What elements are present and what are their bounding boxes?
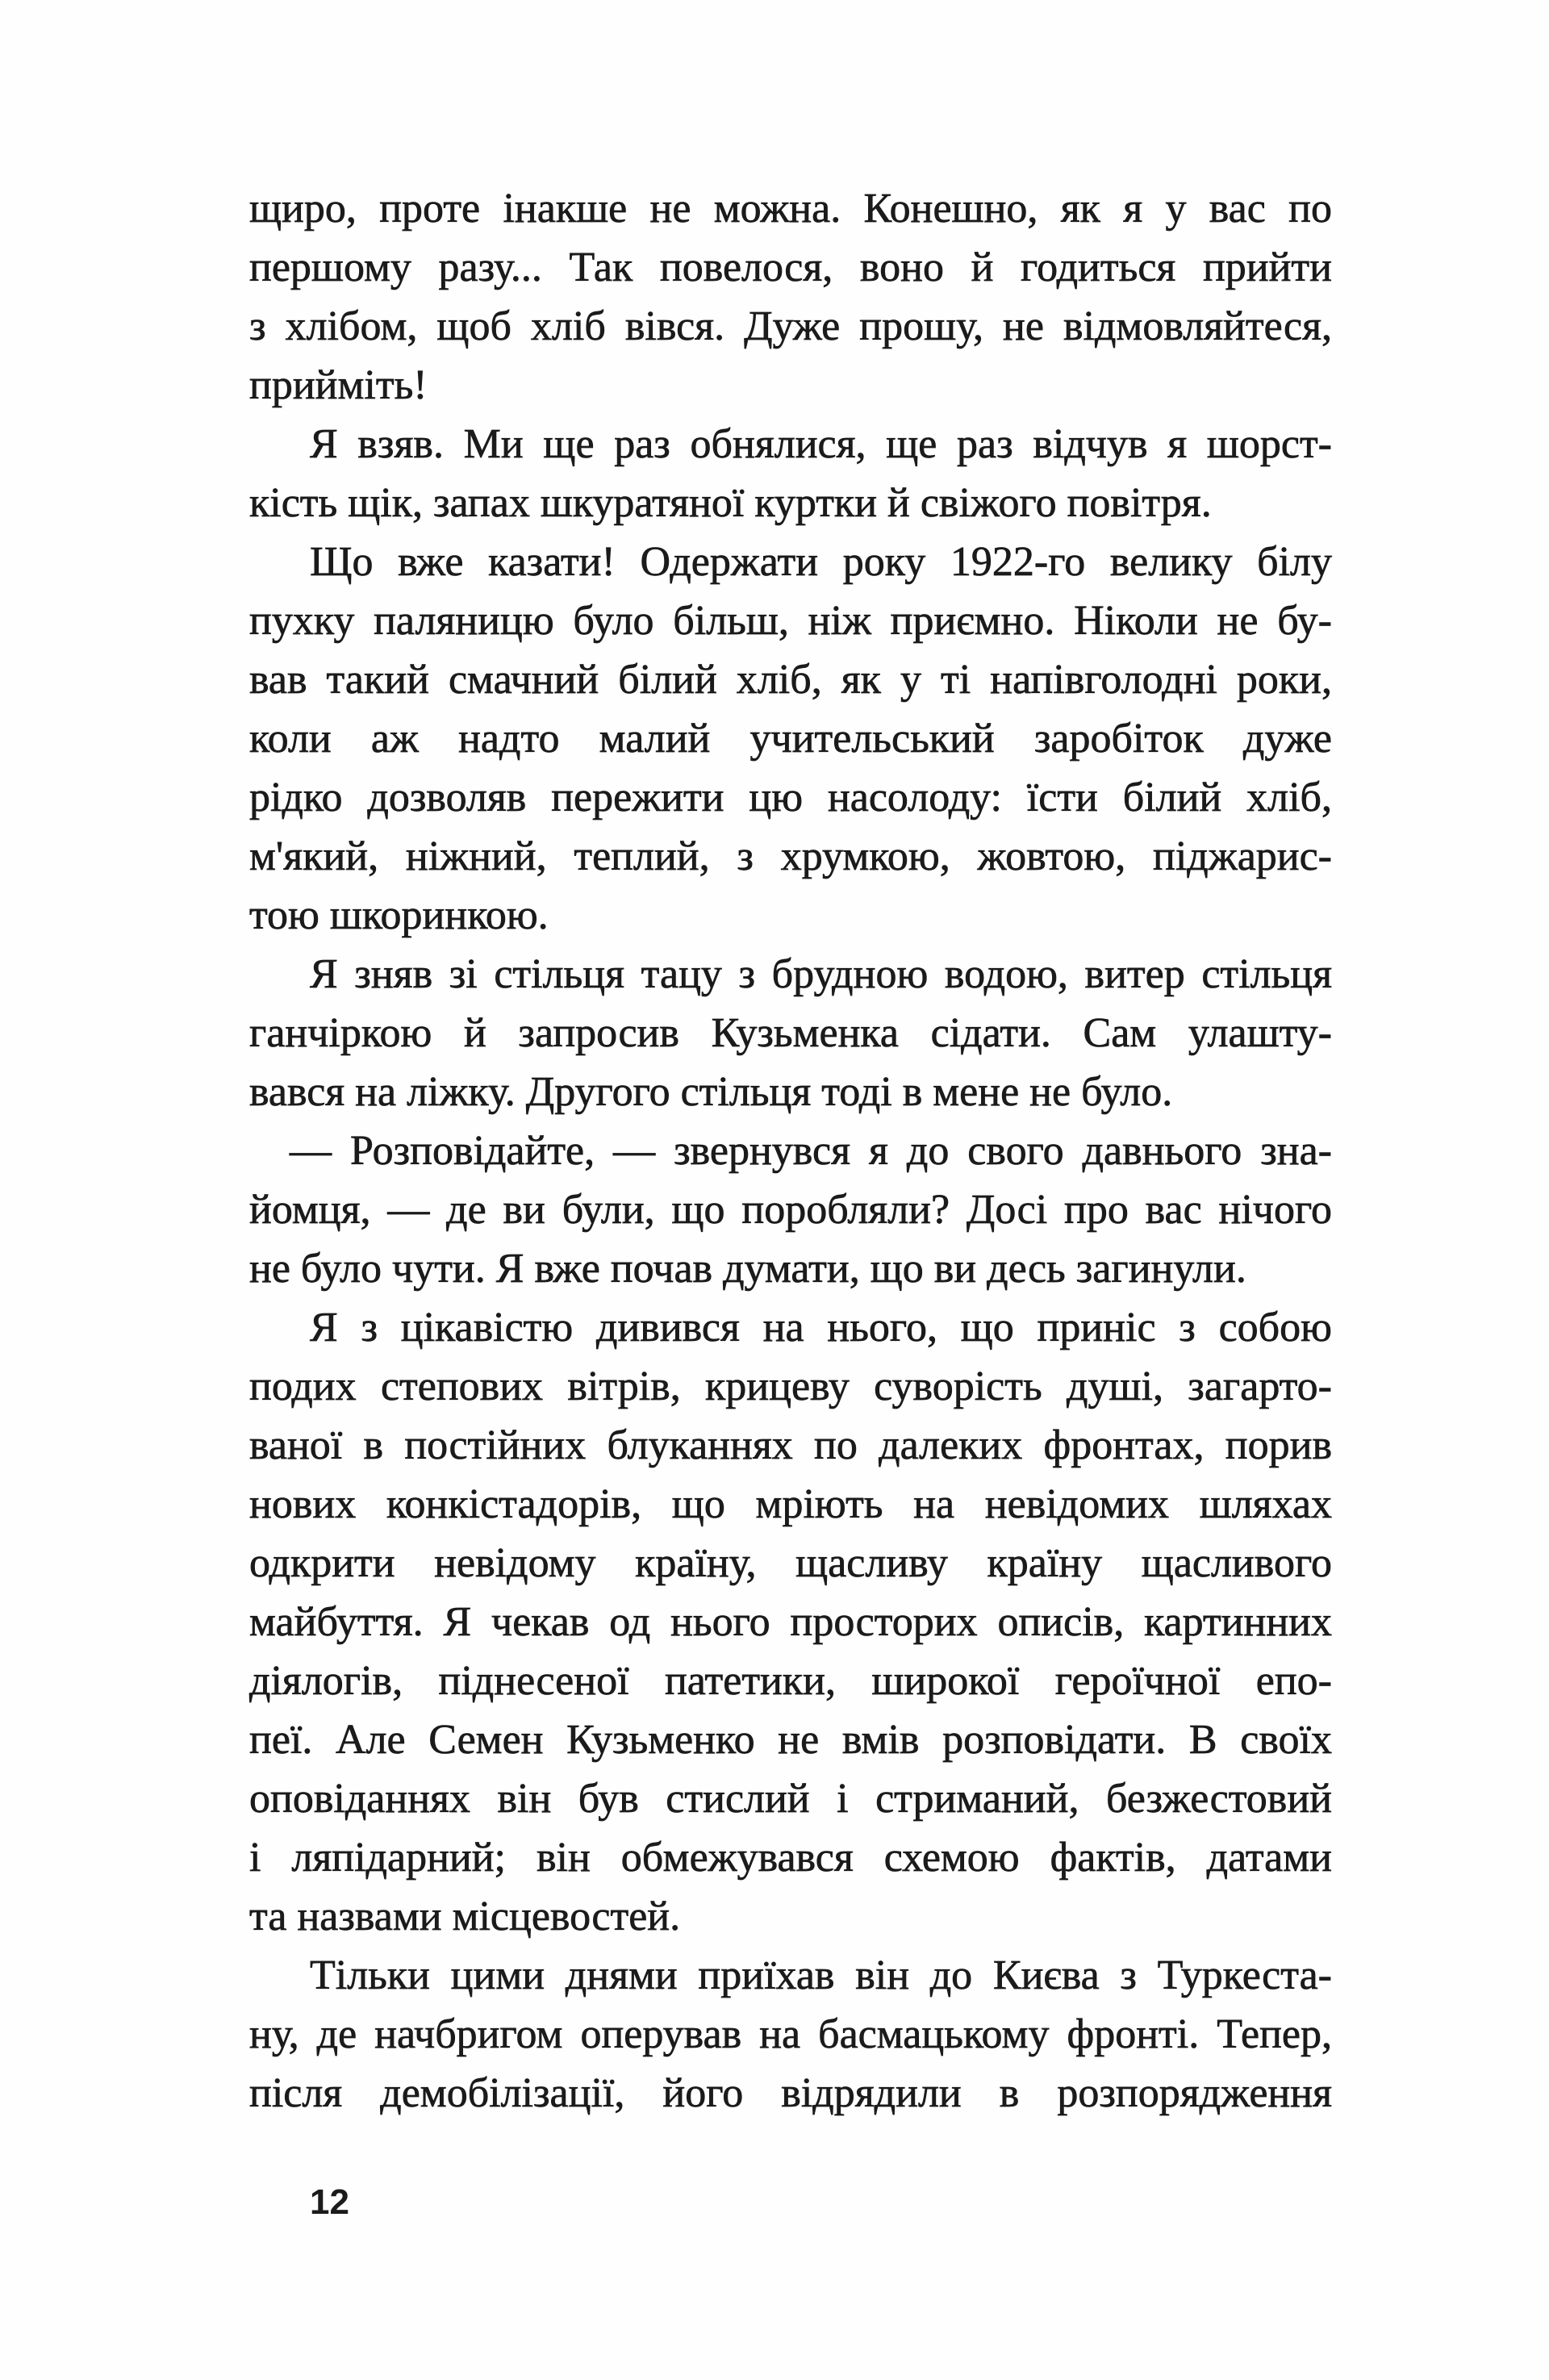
text-line: після демобілізації, його відрядили в розпорядження bbox=[249, 2070, 1332, 2116]
text-line: кість щік, запах шкуратяної куртки й свіжого повітря. bbox=[249, 480, 1212, 526]
text-line: нових конкістадорів, що мріють на невідомих шляхах bbox=[249, 1481, 1332, 1527]
text-line: пеї. Але Семен Кузьменко не вмів розповідати. В своїх bbox=[249, 1717, 1332, 1763]
text-line: м'який, ніжний, теплий, з хрумкою, жовтою, піджарис- bbox=[249, 833, 1332, 879]
text-line: Я взяв. Ми ще раз обнялися, ще раз відчув я шорст- bbox=[310, 421, 1332, 467]
text-line: рідко дозволяв пережити цю насолоду: їсти білий хліб, bbox=[249, 775, 1332, 820]
text-line: не було чути. Я вже почав думати, що ви десь загинули. bbox=[249, 1246, 1246, 1292]
text-line: пухку паляницю було більш, ніж приємно. Ніколи не бу- bbox=[249, 598, 1332, 644]
text-line: вав такий смачний білий хліб, як у ті напівголодні роки, bbox=[249, 657, 1332, 703]
text-line: коли аж надто малий учительський заробіток дуже bbox=[249, 716, 1332, 762]
text-line: ну, де начбригом оперував на басмацькому фронті. Тепер, bbox=[249, 2011, 1332, 2057]
page-number: 12 bbox=[310, 2182, 349, 2222]
text-line: майбуття. Я чекав од нього просторих описів, картинних bbox=[249, 1599, 1332, 1645]
text-line: ганчіркою й запросив Кузьменка сідати. Сам улашту- bbox=[249, 1010, 1332, 1056]
text-line: одкрити невідому країну, щасливу країну щасливого bbox=[249, 1540, 1332, 1586]
text-line: та назвами місцевостей. bbox=[249, 1894, 681, 1939]
text-line: — Розповідайте, — звернувся я до свого давнього зна- bbox=[290, 1128, 1332, 1174]
text-line: діялогів, піднесеної патетики, широкої героїчної епо- bbox=[249, 1658, 1332, 1704]
text-line: і ляпідарний; він обмежувався схемою фактів, датами bbox=[249, 1835, 1332, 1881]
text-line: йомця, — де ви були, що поробляли? Досі про вас нічого bbox=[249, 1187, 1332, 1233]
text-line: Я зняв зі стільця тацу з брудною водою, витер стільця bbox=[310, 951, 1332, 997]
text-line: вався на ліжку. Другого стільця тоді в мене не було. bbox=[249, 1069, 1173, 1115]
body-text bbox=[249, 179, 1332, 2123]
text-line: ваної в постійних блуканнях по далеких фронтах, порив bbox=[249, 1422, 1332, 1468]
text-line: Я з цікавістю дивився на нього, що приніс з собою bbox=[310, 1305, 1332, 1351]
text-line: прийміть! bbox=[249, 362, 428, 408]
text-line: Тільки цими днями приїхав він до Києва з Туркеста- bbox=[310, 1952, 1332, 1998]
text-line: щиро, проте інакше не можна. Конешно, як я у вас по bbox=[249, 186, 1332, 232]
text-line: першому разу... Так повелося, воно й годиться прийти bbox=[249, 244, 1332, 290]
text-line: тою шкоринкою. bbox=[249, 892, 549, 938]
text-line: Що вже казати! Одержати року 1922-го велику білу bbox=[310, 539, 1332, 585]
text-line: оповіданнях він був стислий і стриманий, безжестовий bbox=[249, 1776, 1332, 1822]
text-line: з хлібом, щоб хліб вівся. Дуже прошу, не відмовляйтеся, bbox=[249, 303, 1332, 349]
text-line: подих степових вітрів, крицеву суворість душі, загарто- bbox=[249, 1363, 1332, 1409]
